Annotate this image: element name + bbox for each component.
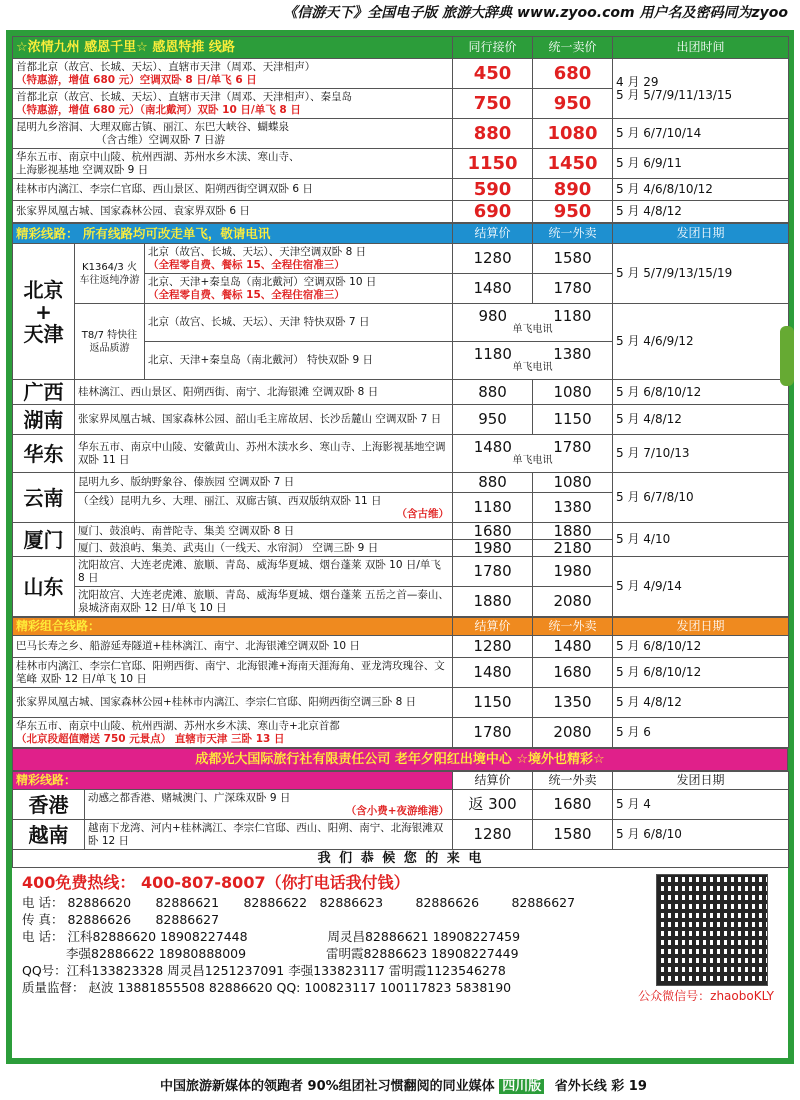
contact-block: [12, 868, 788, 1003]
edition-tag: 四川版: [499, 1079, 544, 1094]
qr-code: [656, 874, 768, 986]
wechat-label: 公众微信号：zhaoboKLY: [638, 989, 774, 1003]
region-label: 北京 + 天津: [13, 244, 75, 380]
col-header: 结算价: [453, 224, 533, 244]
col-header: 统一外卖: [533, 618, 613, 636]
table-row: （全线）昆明九乡、大理、丽江、双廊古镇、西双版纳双卧 11 日 （含古维） 1180 1380: [13, 493, 789, 523]
col-header: 结算价: [453, 618, 533, 636]
table-row: 首都北京（故宫、长城、天坛）、直辖市天津（周邓、天津相声）、秦皇岛 （特惠游，增值 680 元）（南北戴河）双卧 10 日/单飞 8 日 750 950: [13, 89, 789, 119]
table-row: 北京、天津+秦皇岛（南北戴河） 特快双卧 9 日 1180 1380 单飞电讯: [13, 342, 789, 380]
col-header: 发团日期: [613, 772, 789, 790]
tel-row: 电 话： 82886620 82886621 82886622 82886623 82886626 82886627: [22, 895, 576, 910]
col-header: 统一外卖: [533, 772, 613, 790]
table-row: 厦门、鼓浪屿、集美、武夷山（一线天、水帘洞） 空调三卧 9 日 1980 2180: [13, 540, 789, 557]
table-row: 湖南 张家界凤凰古城、国家森林公园、韶山毛主席故居、长沙岳麓山 空调双卧 7 日 950 1150 5 月 4/8/12: [13, 405, 789, 435]
agency-banner-text: 成都光大国际旅行社有限责任公司 老年夕阳红出境中心 ☆境外也精彩☆: [13, 749, 788, 771]
table-row: 首都北京（故宫、长城、天坛）、直辖市天津（周邓、天津相声） （特惠游，增值 680 元）空调双卧 8 日/单飞 6 日 450 680 4 月 29 5 月 5/7/9/11/13/15: [13, 59, 789, 89]
table-row: 张家界凤凰古城、国家森林公园、袁家界双卧 6 日 690 950 5 月 4/8/12: [13, 201, 789, 223]
col-header: 统一外卖: [533, 224, 613, 244]
table-row: 巴马长寿之乡、船游延寿隧道+桂林漓江、南宁、北海银滩空调双卧 10 日 1280 1480 5 月 6/8/10/12: [13, 636, 789, 658]
table-row: 昆明九乡溶洞、大理双廊古镇、丽江、东巴大峡谷、蝴蝶泉 （含古维）空调双卧 7 日游 880 1080 5 月 6/7/10/14: [13, 119, 789, 149]
section-title: 精彩线路：: [13, 772, 453, 790]
table-row: 云南 昆明九乡、版纳野象谷、傣族园 空调双卧 7 日 880 1080 5 月 6/7/8/10: [13, 473, 789, 493]
table-row: 北京 + 天津 K1364/3 火车往返纯净游 北京（故宫、长城、天坛）、天津空调双卧 8 日 （全程零自费、餐标 15、全程住宿准三） 1280 1580 5 月 5/7/9/13/15/19: [13, 244, 789, 274]
table-row: 桂林市内漓江、李宗仁官邸、西山景区、阳朔西街空调双卧 6 日 590 890 5 月 4/6/8/10/12: [13, 179, 789, 201]
fax-row: 传 真： 82886626 82886627: [22, 912, 220, 927]
domestic-routes-table: [12, 223, 789, 617]
overseas-routes-table: [12, 771, 789, 868]
hotline: 400免费热线： 400-807-8007（你打电话我付钱）: [22, 873, 410, 892]
table-row: 山东 沈阳故宫、大连老虎滩、旅顺、青岛、威海华夏城、烟台蓬莱 双卧 10 日/单飞 8 日 1780 1980 5 月 4/9/14: [13, 557, 789, 587]
header-bar: 《信游天下》全国电子版 旅游大辞典 www.zyoo.com 用户名及密码同为zyoo: [283, 5, 788, 21]
col-header: 统一卖价: [533, 37, 613, 59]
table-row: 张家界凤凰古城、国家森林公园+桂林市内漓江、李宗仁官邸、阳朔西街空调三卧 8 日 1150 1350 5 月 4/8/12: [13, 688, 789, 718]
footer-bar: 中国旅游新媒体的领跑者 90%组团社习惯翻阅的同业媒体 四川版 省外长线 彩 19: [160, 1079, 647, 1094]
table-row: 沈阳故宫、大连老虎滩、旅顺、青岛、威海华夏城、烟台蓬莱 五岳之首—泰山、泉城济南双卧 12 日/单飞 10 日 1880 2080: [13, 587, 789, 617]
main-frame: [6, 30, 794, 1064]
table-row: 越南 越南下龙湾、河内+桂林漓江、李宗仁官邸、西山、阳朔、南宁、北海银滩双卧 12 日 1280 1580 5 月 6/8/10: [13, 820, 789, 850]
qq-row: QQ号：江科133823328 周灵昌1251237091 李强133823117 雷明霞1123546278: [22, 963, 506, 978]
featured-routes-table: [12, 36, 789, 223]
table-row: 广西 桂林漓江、西山景区、阳朔西街、南宁、北海银滩 空调双卧 8 日 880 1080 5 月 6/8/10/12: [13, 380, 789, 405]
table-row: 北京、天津+秦皇岛（南北戴河）空调双卧 10 日 （全程零自费、餐标 15、全程住宿准三） 1480 1780: [13, 274, 789, 304]
col-header: 发团日期: [613, 224, 789, 244]
combo-routes-table: [12, 617, 789, 748]
phone-row: 电 话： 江科82886620 18908227448 周灵昌82886621 18908227459: [22, 929, 521, 944]
table-row: 厦门 厦门、鼓浪屿、南普陀寺、集美 空调双卧 8 日 1680 1880 5 月 4/10: [13, 523, 789, 540]
table-row: 香港 动感之都香港、赌城澳门、广深珠双卧 9 日 （含小费+夜游维港） 返 300 1680 5 月 4: [13, 790, 789, 820]
table-row: 华东五市、南京中山陵、杭州西湖、苏州水乡木渎、寒山寺+北京首都 （北京段超值赠送 750 元景点） 直辖市天津 三卧 13 日 1780 2080 5 月 6: [13, 718, 789, 748]
agency-banner: [12, 748, 788, 771]
col-header: 出团时间: [613, 37, 789, 59]
table-row: 桂林市内漓江、李宗仁官邸、阳朔西街、南宁、北海银滩+海南天涯海角、亚龙湾玫瑰谷、文笔峰 双卧 12 日/单飞 10 日 1480 1680 5 月 6/8/10/12: [13, 658, 789, 688]
leaf-decoration: [780, 326, 794, 386]
col-header: 发团日期: [613, 618, 789, 636]
table-row: T8/7 特快往返品质游 北京（故宫、长城、天坛）、天津 特快双卧 7 日 980 1180 单飞电讯 5 月 4/6/9/12: [13, 304, 789, 342]
col-header: 同行接价: [453, 37, 533, 59]
section-title: 精彩线路： 所有线路均可改走单飞，敬请电讯: [13, 224, 453, 244]
table-row: 华东五市、南京中山陵、杭州西湖、苏州水乡木渎、寒山寺、 上海影视基地 空调双卧 9 日 1150 1450 5 月 6/9/11: [13, 149, 789, 179]
phone-row: 李强82886622 18980888009 雷明霞82886623 18908227449: [66, 946, 519, 961]
welcome-line: 我 们 恭 候 您 的 来 电: [13, 850, 789, 868]
col-header: 结算价: [453, 772, 533, 790]
table-row: 华东 华东五市、南京中山陵、安徽黄山、苏州木渎水乡、寒山寺、上海影视基地空调双卧 11 日 1480 1780 单飞电讯 5 月 7/10/13: [13, 435, 789, 473]
section-title: ☆浓情九州 感恩千里☆ 感恩特推 线路: [13, 37, 453, 59]
section-title: 精彩组合线路：: [13, 618, 453, 636]
supervision-row: 质量监督： 赵波 13881855508 82886620 QQ: 100823117 100117823 5838190: [22, 980, 512, 995]
